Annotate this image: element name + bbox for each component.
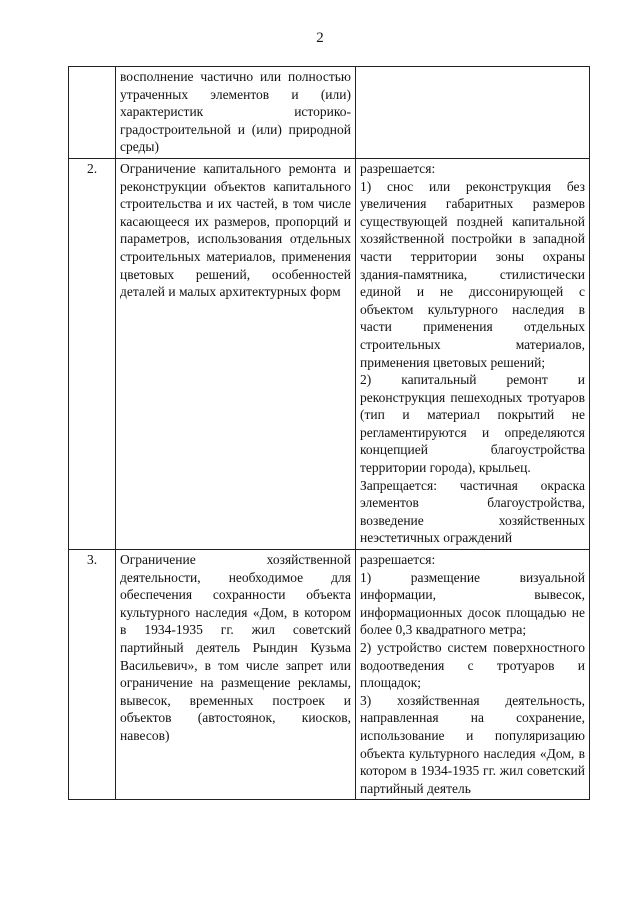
restriction-cell: восполнение частично или полностью утраченных элементов и (или) характеристик историко-градостроительной и (или) природной среды): [116, 67, 356, 159]
row-number: 2.: [69, 158, 116, 549]
permission-cell: [356, 67, 590, 159]
restriction-cell: Ограничение хозяйственной деятельности, необходимое для обеспечения сохранности объекта культурного наследия «Дом, в котором в 1934-1935 гг. жил советский партийный деятель Рындин Кузьма Васильевич», в том числе запрет или ограничение на размещение рекламы, вывесок, временных построек и объектов (автостоянок, киосков, навесов): [116, 550, 356, 800]
row-number: [69, 67, 116, 159]
prohibition-paragraph: Запрещается: частичная окраска элементов благоустройства, возведение хозяйственных неэстетичных ограждений: [360, 477, 585, 546]
permission-cell: [356, 158, 590, 549]
permission-paragraph: 2) устройство систем поверхностного водоотведения с тротуаров и площадок;: [360, 640, 585, 691]
regulations-table: [68, 66, 590, 800]
row-number: 3.: [69, 550, 116, 800]
permission-paragraph: 2) капитальный ремонт и реконструкция пешеходных тротуаров (тип и материал покрытий не регламентируются и определяются концепцией благоустройства территории города), крыльец.: [360, 372, 585, 476]
permission-paragraph: 3) хозяйственная деятельность, направленная на сохранение, использование и популяризацию объекта культурного наследия «Дом, в котором в 1934-1935 гг. жил советский партийный деятель: [360, 692, 585, 796]
permission-paragraph: 1) снос или реконструкция без увеличения габаритных размеров существующей поздней капитальной хозяйственной постройки в западной части территории зоны охраны здания-памятника, стилистически единой и не диссонирующей с объектом культурного наследия в части применения отдельных строительных материалов, применения цветовых решений;: [360, 178, 585, 370]
permission-cell: [356, 550, 590, 800]
permission-paragraph: разрешается:: [360, 160, 436, 176]
permission-paragraph: разрешается:: [360, 552, 436, 568]
permission-paragraph: 1) размещение визуальной информации, вывесок, информационных досок площадью не более 0,3 квадратного метра;: [360, 569, 585, 638]
table-row: [69, 550, 590, 800]
page-number: 2: [316, 30, 324, 46]
restriction-cell: Ограничение капитального ремонта и реконструкции объектов капитального строительства и их частей, в том числе касающееся их размеров, пропорций и параметров, использования отдельных строительных материалов, применения цветовых решений, особенностей деталей и малых архитектурных форм: [116, 158, 356, 549]
table-row: [69, 158, 590, 549]
table-row: [69, 67, 590, 159]
